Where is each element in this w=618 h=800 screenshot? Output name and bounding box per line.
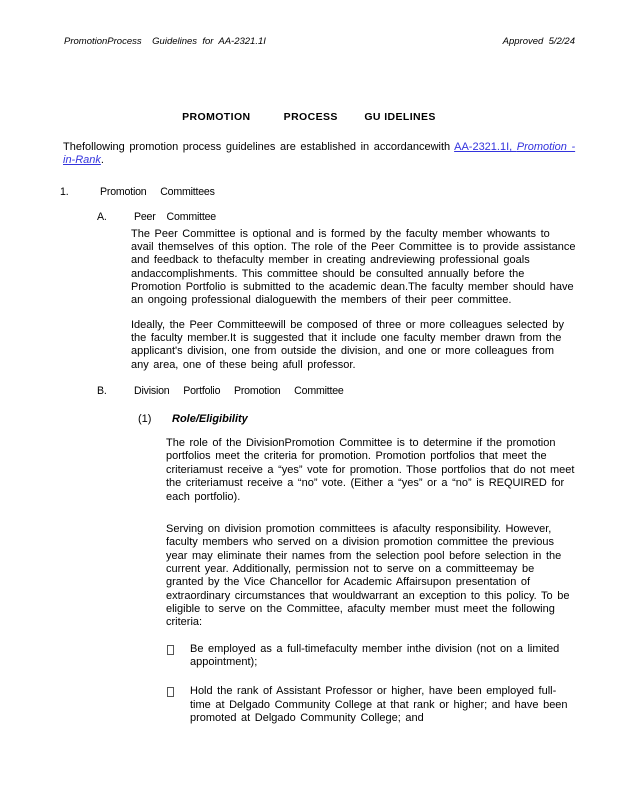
criteria-item-text: Be employed as a full-timefaculty member inthe division (not on a limited appointment);	[190, 642, 560, 668]
heading-promotion-committees	[60, 186, 576, 198]
heading-letter: B.	[97, 385, 107, 398]
criteria-list-item	[167, 685, 576, 725]
heading-number: (1)	[138, 413, 152, 426]
heading-label: Peer Committee	[134, 210, 216, 223]
role-eligibility-paragraph-1: The role of the DivisionPromotion Committee is to determine if the promotion portfolios meet the criteria for promotion. Promotion portfolios that meet the criteriamust receive a “yes” vote for promotion. Those portfolios that do not meet the criteriamust receive a “no” vote. (Either a “yes” or a “no” is REQUIRED for each portfolio).	[166, 437, 575, 503]
peer-committee-paragraph-2: Ideally, the Peer Committeewill be composed of three or more colleagues selected by the faculty member.It is suggested that it include one faculty member drawn from the applicant's division, one from outside the division, and one or more colleagues from any area, one of these being afull professor.	[131, 318, 564, 371]
bullet-marker	[167, 685, 190, 725]
document-title: PROMOTION PROCESS GU IDELINES	[182, 111, 436, 123]
empty-box-bullet-icon	[167, 687, 174, 697]
header-approved-date: Approved 5/2/24	[502, 36, 575, 47]
heading-label: Role/Eligibility	[172, 413, 248, 426]
header-left-text: PromotionProcess Guidelines for AA-2321.1I	[64, 36, 266, 47]
empty-box-bullet-icon	[167, 645, 174, 655]
heading-number: 1.	[60, 185, 69, 198]
heading-label: Promotion Committees	[100, 185, 215, 198]
intro-paragraph	[63, 141, 576, 168]
policy-link-title[interactable]: Promotion -in-Rank	[63, 141, 576, 167]
policy-link-number[interactable]: AA-2321.1I,	[454, 141, 517, 153]
criteria-list-item	[167, 643, 576, 670]
peer-committee-paragraph-1: The Peer Committee is optional and is formed by the faculty member whowants to avail themselves of this option. The role of the Peer Committee is to provide assistance and feedback to thefaculty member in creating andreviewing professional goals andaccomplishments. This committee should be consulted annually before the Promotion Portfolio is submitted to the academic dean.The faculty member should have an ongoing professional dialoguewith the members of their peer committee.	[131, 227, 576, 307]
page-header	[0, 0, 618, 47]
heading-letter: A.	[97, 210, 107, 223]
criteria-item-text: Hold the rank of Assistant Professor or higher, have been employed full-time at Delgado Community College at that rank or higher; and have been promoted at Delgado Community College; and	[190, 685, 568, 724]
heading-label: Division Portfolio Promotion Committee	[134, 385, 344, 398]
intro-text: Thefollowing promotion process guidelines are established in accordancewith	[63, 141, 455, 153]
heading-role-eligibility	[138, 413, 576, 425]
intro-period: .	[100, 154, 104, 167]
heading-division-portfolio-promotion-committee	[97, 385, 576, 397]
heading-peer-committee	[97, 211, 576, 223]
role-eligibility-paragraph-2: Serving on division promotion committees is afaculty responsibility. However, faculty members who served on a division promotion committee the previous year may eliminate their names from the selection pool before selection in the current year. Additionally, permission not to serve on a committeemay be granted by the Vice Chancellor for Academic Affairsupon presentation of extraordinary circumstances that wouldwarrant an exception to this policy. To be eligible to serve on the Committee, afaculty member must meet the following criteria:	[166, 522, 570, 629]
bullet-marker	[167, 643, 190, 670]
